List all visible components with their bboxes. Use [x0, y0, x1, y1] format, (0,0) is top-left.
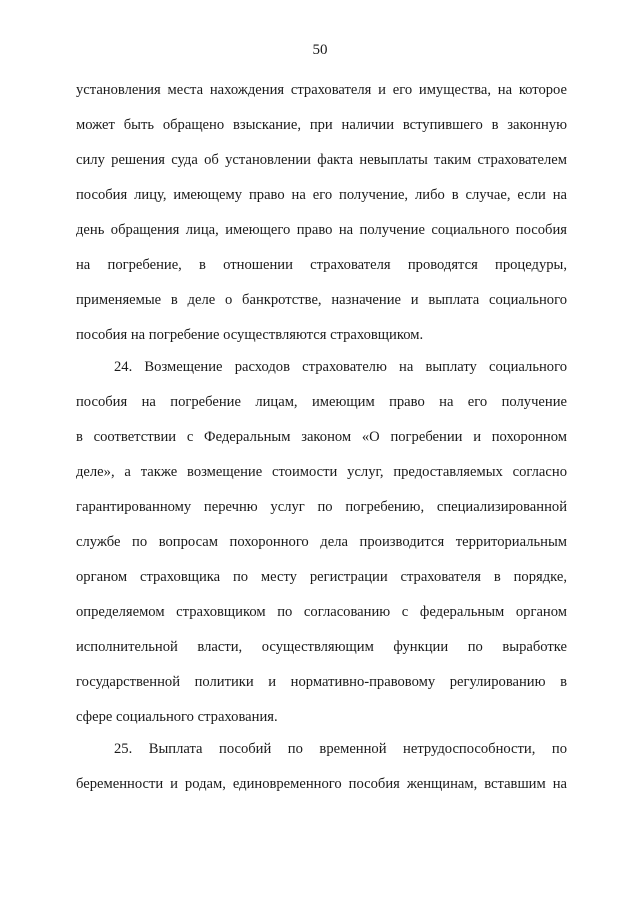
text-line: пособия на погребение лицам, имеющим право на его получение [76, 394, 567, 410]
text-line: деле», а также возмещение стоимости услуг, предоставляемых согласно [76, 464, 567, 480]
text-line: на погребение, в отношении страхователя проводятся процедуры, [76, 257, 567, 273]
text-line: беременности и родам, единовременного пособия женщинам, вставшим на [76, 776, 567, 792]
paragraph-25-first-line: 25. Выплата пособий по временной нетрудоспособности, по [114, 741, 567, 757]
text-line: день обращения лица, имеющего право на получение социального пособия [76, 222, 567, 238]
text-line: сфере социального страхования. [76, 709, 278, 725]
text-line: установления места нахождения страхователя и его имущества, на которое [76, 82, 567, 98]
text-line: службе по вопросам похоронного дела производится территориальным [76, 534, 567, 550]
text-line: гарантированному перечню услуг по погребению, специализированной [76, 499, 567, 515]
text-line: силу решения суда об установлении факта невыплаты таким страхователем [76, 152, 567, 168]
text-line: государственной политики и нормативно-правовому регулированию в [76, 674, 567, 690]
text-line: применяемые в деле о банкротстве, назначение и выплата социального [76, 292, 567, 308]
text-line: пособия на погребение осуществляются страховщиком. [76, 327, 424, 343]
paragraph-24-first-line: 24. Возмещение расходов страхователю на выплату социального [114, 359, 567, 375]
text-line: исполнительной власти, осуществляющим функции по выработке [76, 639, 567, 655]
text-line: может быть обращено взыскание, при наличии вступившего в законную [76, 117, 567, 133]
page-number: 50 [312, 42, 328, 58]
text-line: в соответствии с Федеральным законом «О погребении и похоронном [76, 429, 567, 445]
text-line: органом страховщика по месту регистрации страхователя в порядке, [76, 569, 567, 585]
text-line: пособия лицу, имеющему право на его получение, либо в случае, если на [76, 187, 567, 203]
text-line: определяемом страховщиком по согласованию с федеральным органом [76, 604, 567, 620]
